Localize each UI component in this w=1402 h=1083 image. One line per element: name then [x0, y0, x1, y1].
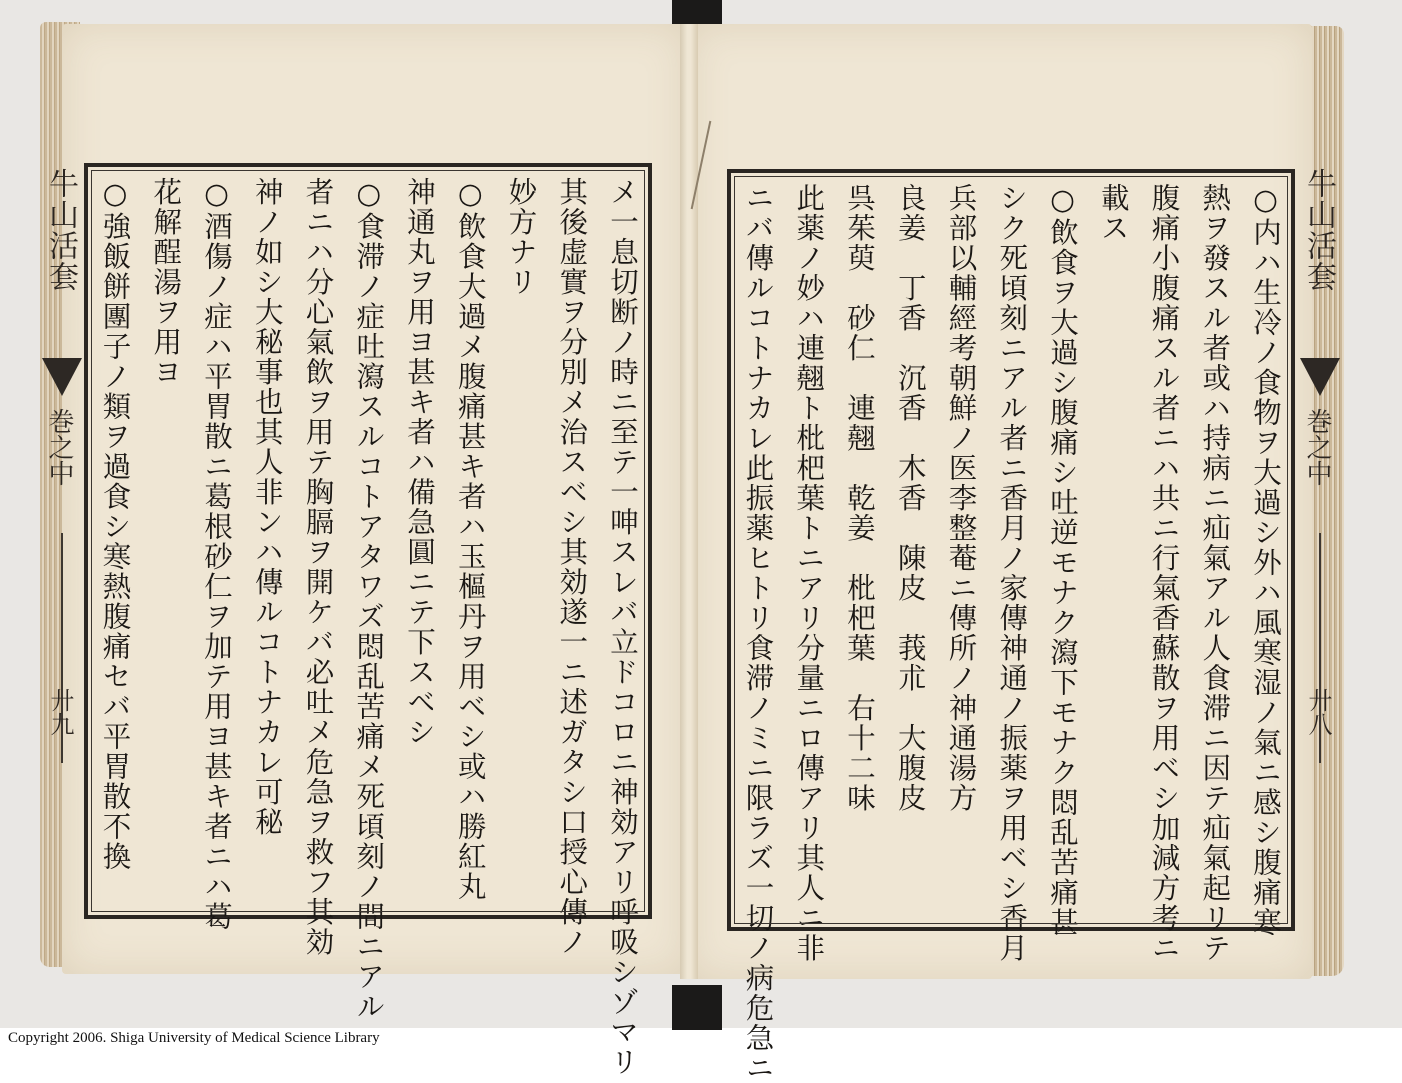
text-column: ○飲食大過メ腹痛甚キ者ハ玉樞丹ヲ用ベシ或ハ勝紅丸: [453, 177, 487, 902]
right-folio-number: 廾八: [1304, 688, 1332, 736]
right-text-columns: [741, 183, 1282, 1083]
left-header-title: 牛山活套: [43, 168, 78, 292]
text-column: メ一息切断ノ時ニ至テ一呻スレバ立ドコロニ神効アリ呼吸シゾマリ: [606, 177, 639, 1077]
left-page-margin-header: [42, 168, 82, 928]
text-column: 花解酲湯ヲ用ヨ: [149, 177, 183, 387]
text-column: 神ノ如シ大秘事也其人非ンハ傳ルコトナカレ可秘: [250, 177, 284, 837]
text-column: ○食滞ノ症吐瀉スルコトアタワズ悶乱苦痛メ死頃刻ノ間ニアル: [352, 177, 386, 1022]
text-column: 其後虚實ヲ分別メ治スベシ其効遂一ニ述ガタシ口授心傳ノ: [555, 177, 589, 957]
text-column: 神通丸ヲ用ヨ甚キ者ハ備急圓ニテ下スベシ: [403, 177, 436, 747]
text-column: 良姜 丁香 沉香 木香 陳皮 莪朮 大腹皮: [893, 183, 927, 813]
right-volume-mark: 巻之中: [1302, 408, 1332, 486]
text-column: 此薬ノ妙ハ連翹ト枇杷葉トニアリ分量ニロ傳アリ其人ニ非: [792, 183, 826, 963]
right-page-margin-header: [1300, 168, 1340, 928]
copyright-notice: Copyright 2006. Shiga University of Medical Science Library: [8, 1030, 380, 1046]
binding-strap-bottom: [672, 985, 722, 1030]
text-column: 妙方ナリ: [504, 177, 538, 297]
text-column: ○強飯餅團子ノ類ヲ過食シ寒熱腹痛セバ平胃散不換: [98, 177, 132, 872]
right-fishtail-mark: [1300, 358, 1340, 396]
text-column: 熱ヲ發スル者或ハ持病ニ疝氣アル人食滞ニ因テ疝氣起リテ: [1198, 183, 1232, 963]
text-column: 兵部以輔經考朝鮮ノ医李整菴ニ傳所ノ神通湯方: [944, 183, 978, 813]
text-column: ○酒傷ノ症ハ平胃散ニ葛根砂仁ヲ加テ用ヨ甚キ者ニハ葛: [200, 177, 233, 932]
text-column: ○飲食ヲ大過シ腹痛シ吐逆モナク瀉下モナク悶乱苦痛甚: [1046, 183, 1079, 938]
text-column: 腹痛小腹痛スル者ニハ共ニ行氣香蘇散ヲ用ベシ加減方考ニ: [1147, 183, 1181, 963]
left-folio-number: 廾九: [46, 688, 74, 736]
text-column: ニバ傳ルコトナカレ此振薬ヒトリ食滞ノミニ限ラズ一切ノ病危急ニ: [741, 183, 775, 1083]
left-volume-mark: 巻之中: [44, 408, 74, 486]
book-gutter: [680, 24, 698, 979]
text-column: 者ニハ分心氣飲ヲ用テ胸膈ヲ開ケバ必吐メ危急ヲ救フ其効: [301, 177, 335, 957]
text-column: 載ス: [1096, 183, 1130, 243]
text-column: シク死頃刻ニアル者ニ香月ノ家傳神通ノ振薬ヲ用ベシ香月: [995, 183, 1029, 963]
text-column: ○内ハ生冷ノ食物ヲ大過シ外ハ風寒湿ノ氣ニ感シ腹痛寒: [1249, 183, 1282, 938]
right-header-title: 牛山活套: [1301, 168, 1336, 292]
left-fishtail-mark: [42, 358, 82, 396]
text-column: 呉茱萸 砂仁 連翹 乾姜 枇杷葉 右十二味: [843, 183, 876, 813]
right-text-frame: [727, 169, 1295, 1083]
